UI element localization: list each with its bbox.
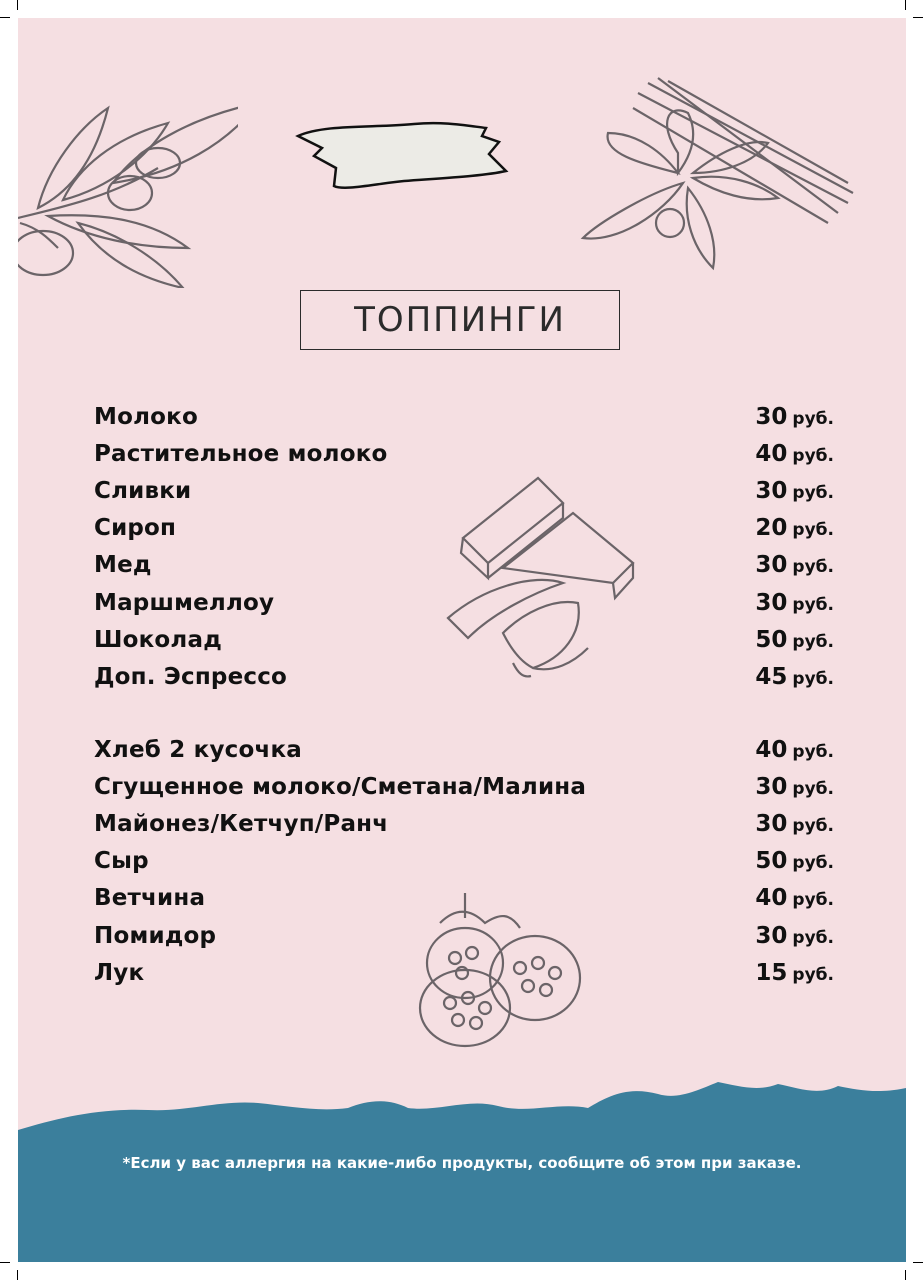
item-name: Сгущенное молоко/Сметана/Малина: [94, 773, 587, 800]
item-name: Сливки: [94, 477, 192, 504]
price-currency: руб.: [792, 815, 834, 836]
item-name: Растительное молоко: [94, 440, 388, 467]
price-currency: руб.: [792, 778, 834, 799]
list-item: [94, 805, 834, 842]
price-currency: руб.: [792, 927, 834, 948]
price-currency: руб.: [792, 890, 834, 911]
list-item: [94, 917, 834, 954]
list-item: [94, 547, 834, 584]
item-price: [755, 664, 834, 690]
olive-branch-icon: [18, 98, 238, 288]
item-name: Доп. Эспрессо: [94, 663, 288, 690]
list-item: [94, 658, 834, 695]
brush-stroke-icon: [294, 116, 509, 196]
vanilla-flower-icon: [578, 73, 858, 278]
item-name: Помидор: [94, 922, 217, 949]
item-price: [755, 774, 834, 800]
price-currency: руб.: [792, 482, 834, 503]
list-item: [94, 880, 834, 917]
crop-mark: [17, 0, 18, 10]
item-price: [755, 960, 834, 986]
item-name: Маршмеллоу: [94, 589, 275, 616]
item-price: [755, 552, 834, 578]
item-price: [755, 848, 834, 874]
allergy-note: *Если у вас аллергия на какие-либо продукты, сообщите об этом при заказе.: [122, 1154, 802, 1172]
list-item: [94, 731, 834, 768]
crop-mark: [0, 1262, 10, 1263]
price-value: 40: [755, 885, 788, 912]
item-name: Мед: [94, 552, 152, 579]
price-value: 45: [755, 663, 788, 690]
price-value: 15: [755, 959, 788, 986]
price-currency: руб.: [792, 853, 834, 874]
item-price: [755, 627, 834, 653]
list-item: [94, 398, 834, 435]
price-value: 40: [755, 736, 788, 763]
price-currency: руб.: [792, 520, 834, 541]
price-value: 30: [755, 810, 788, 837]
item-price: [755, 923, 834, 949]
crop-mark: [905, 1270, 906, 1280]
item-name: Сироп: [94, 515, 177, 542]
list-item: [94, 843, 834, 880]
item-name: Молоко: [94, 403, 198, 430]
crop-mark: [913, 1262, 923, 1263]
item-name: Лук: [94, 959, 145, 986]
price-value: 50: [755, 626, 788, 653]
item-price: [755, 737, 834, 763]
price-value: 50: [755, 848, 788, 875]
item-price: [755, 404, 834, 430]
price-value: 30: [755, 589, 788, 616]
list-item: [94, 584, 834, 621]
item-price: [755, 515, 834, 541]
crop-mark: [17, 1270, 18, 1280]
price-currency: руб.: [792, 445, 834, 466]
item-price: [755, 590, 834, 616]
price-currency: руб.: [792, 668, 834, 689]
crop-mark: [905, 0, 906, 10]
price-value: 30: [755, 552, 788, 579]
price-value: 30: [755, 773, 788, 800]
item-price: [755, 885, 834, 911]
price-currency: руб.: [792, 741, 834, 762]
item-name: Шоколад: [94, 626, 222, 653]
price-currency: руб.: [792, 594, 834, 615]
list-item: [94, 472, 834, 509]
item-name: Майонез/Кетчуп/Ранч: [94, 810, 389, 837]
price-value: 40: [755, 440, 788, 467]
price-currency: руб.: [792, 408, 834, 429]
toppings-list-drinks: [94, 398, 834, 696]
page-title: ТОППИНГИ: [300, 290, 620, 350]
list-item: [94, 510, 834, 547]
item-price: [755, 478, 834, 504]
price-currency: руб.: [792, 557, 834, 578]
crop-mark: [0, 17, 10, 18]
item-name: Хлеб 2 кусочка: [94, 736, 303, 763]
crop-mark: [913, 17, 923, 18]
price-value: 30: [755, 477, 788, 504]
price-currency: руб.: [792, 964, 834, 985]
item-price: [755, 441, 834, 467]
price-value: 20: [755, 515, 788, 542]
item-name: Ветчина: [94, 885, 206, 912]
menu-page: [18, 18, 906, 1262]
toppings-list-food: [94, 731, 834, 991]
list-item: [94, 435, 834, 472]
price-value: 30: [755, 403, 788, 430]
list-item: [94, 768, 834, 805]
item-name: Сыр: [94, 848, 149, 875]
price-value: 30: [755, 922, 788, 949]
item-price: [755, 811, 834, 837]
list-item: [94, 621, 834, 658]
list-item: [94, 954, 834, 991]
price-currency: руб.: [792, 631, 834, 652]
